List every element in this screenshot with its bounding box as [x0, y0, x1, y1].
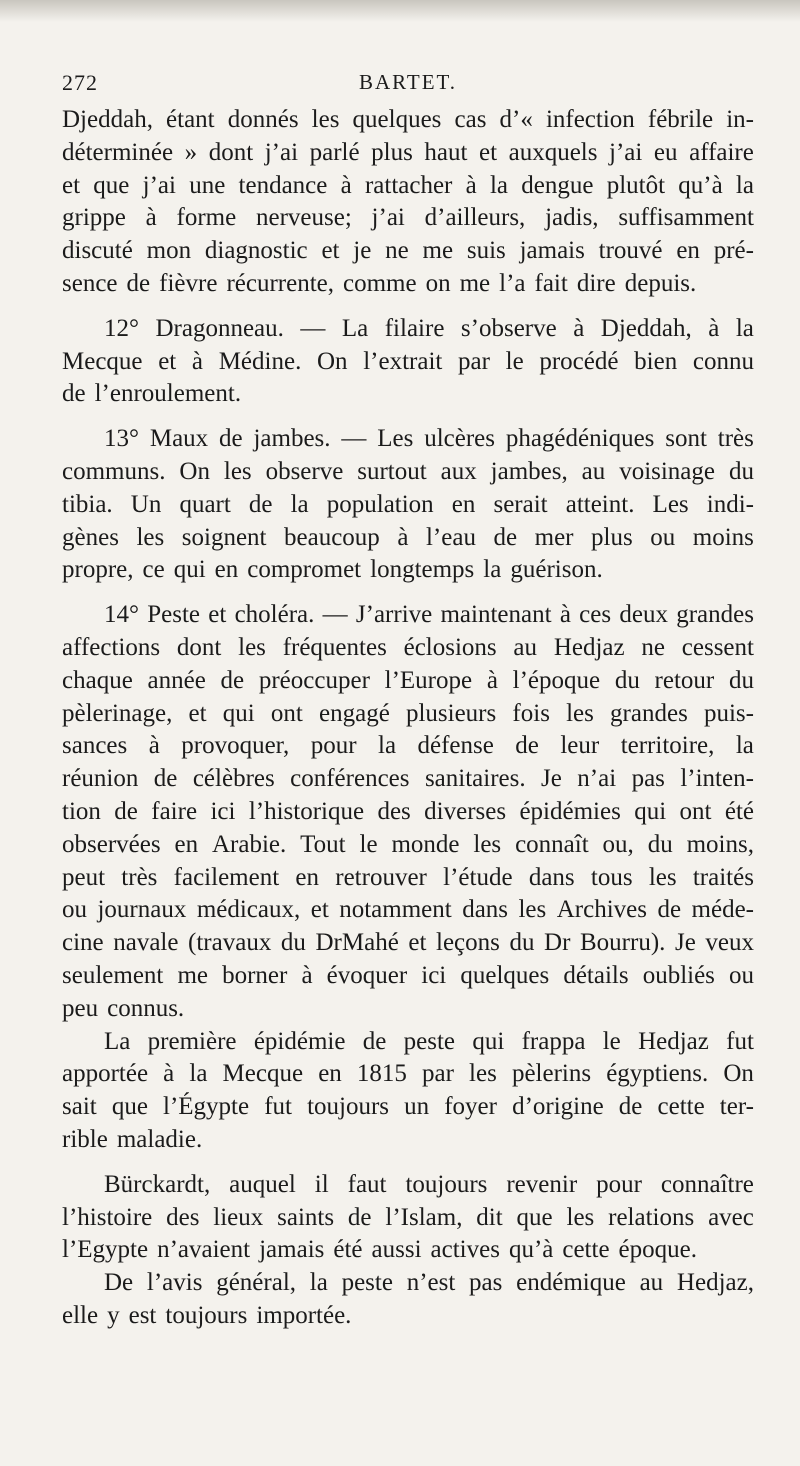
text-line: peu connus.	[62, 994, 185, 1022]
text-line: sances à provoquer, pour la défense de leur territoire, la	[62, 732, 754, 760]
text-line: réunion de célèbres conférences sanitaires. Je n’ai pas l’inten-	[62, 765, 754, 793]
text-line: tion de faire ici l’historique des diverses épidémies qui ont été	[62, 797, 754, 825]
text-line: observées en Arabie. Tout le monde les connaît ou, du moins,	[62, 830, 754, 858]
text-line: Djeddah, étant donnés les quelques cas d’« infection fébrile in-	[62, 106, 754, 133]
paragraph	[62, 1028, 754, 1159]
text-line: 12° Dragonneau. — La filaire s’observe à Djeddah, à la	[104, 314, 754, 342]
paragraph-gap	[62, 589, 754, 601]
paragraph	[62, 106, 754, 303]
paragraph-gap	[62, 413, 754, 425]
text-line: l’Egypte n’avaient jamais été aussi actives qu’à cette époque.	[62, 1236, 697, 1264]
text-line: grippe à forme nerveuse; j’ai d’ailleurs, jadis, suffisamment	[62, 204, 754, 232]
text-line: propre, ce qui en compromet longtemps la guérison.	[62, 556, 603, 584]
text-line: discuté mon diagnostic et je ne me suis jamais trouvé en pré-	[62, 237, 754, 265]
text-line: apportée à la Mecque en 1815 par les pèlerins égyptiens. On	[62, 1060, 754, 1088]
text-line: 14° Peste et choléra. — J’arrive maintenant à ces deux grandes	[104, 601, 754, 629]
paragraph-gap	[62, 303, 754, 315]
paragraph	[62, 601, 754, 1027]
text-line: l’histoire des lieux saints de l’Islam, dit que les relations avec	[62, 1203, 754, 1231]
text-line: sait que l’Égypte fut toujours un foyer d’origine de cette ter-	[62, 1093, 754, 1121]
text-line: Mecque et à Médine. On l’extrait par le procédé bien connu	[62, 347, 754, 375]
running-head: BARTET.	[358, 70, 458, 94]
paragraph	[62, 425, 754, 589]
page-header	[62, 70, 754, 100]
text-line: elle y est toujours importée.	[62, 1301, 352, 1329]
paragraph	[62, 1269, 754, 1335]
scan-shadow	[0, 0, 800, 22]
text-line: pèlerinage, et qui ont engagé plusieurs fois les grandes puis-	[62, 699, 754, 727]
text-line: chaque année de préoccuper l’Europe à l’époque du retour du	[62, 666, 754, 694]
paragraph	[62, 315, 754, 413]
text-line: tibia. Un quart de la population en serait atteint. Les indi-	[62, 490, 754, 518]
text-line: seulement me borner à évoquer ici quelques détails oubliés ou	[62, 961, 754, 989]
text-line: ou journaux médicaux, et notamment dans les Archives de méde-	[62, 896, 754, 924]
text-line: La première épidémie de peste qui frappa le Hedjaz fut	[104, 1027, 754, 1055]
text-line: communs. On les observe surtout aux jambes, au voisinage du	[62, 457, 754, 485]
text-line: et que j’ai une tendance à rattacher à la dengue plutôt qu’à la	[62, 171, 754, 199]
text-line: sence de fièvre récurrente, comme on me l’a fait dire depuis.	[62, 269, 697, 297]
page-number: 272	[62, 70, 98, 95]
text-line: 13° Maux de jambes. — Les ulcères phagédéniques sont très	[104, 425, 754, 453]
text-line: de l’enroulement.	[62, 380, 242, 408]
text-line: Bürckardt, auquel il faut toujours revenir pour connaître	[104, 1170, 754, 1198]
paragraph-gap	[62, 1159, 754, 1171]
text-line: rible maladie.	[62, 1125, 203, 1153]
text-line: De l’avis général, la peste n’est pas endémique au Hedjaz,	[104, 1269, 754, 1297]
text-line: affections dont les fréquentes éclosions au Hedjaz ne cessent	[62, 633, 754, 661]
text-line: déterminée » dont j’ai parlé plus haut et auxquels j’ai eu affaire	[62, 138, 754, 166]
body-text	[62, 106, 754, 1335]
text-line: gènes les soignent beaucoup à l’eau de mer plus ou moins	[62, 523, 754, 551]
text-line: peut très facilement en retrouver l’étude dans tous les traités	[62, 863, 754, 891]
text-line: cine navale (travaux du DrMahé et leçons du Dr Bourru). Je veux	[62, 929, 754, 957]
paragraph	[62, 1171, 754, 1269]
